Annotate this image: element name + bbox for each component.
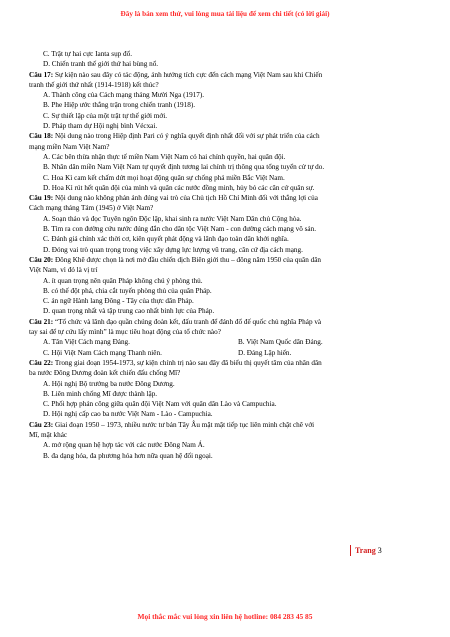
question-18-cont: mạng miền Nam Việt Nam? <box>29 142 110 151</box>
question-number: Câu 22: <box>29 358 54 367</box>
question-20 <box>29 255 419 265</box>
page-label: Trang <box>355 546 376 555</box>
preview-notice: Đây là bản xem thử, vui lòng mua tài liệu để xem chi tiết (có lời giải) <box>120 10 330 18</box>
question-20-cont: Việt Nam, vì đó là vị trí <box>29 266 98 275</box>
option-17d: D. Pháp tham dự Hội nghị bình Vécxai. <box>43 122 158 131</box>
question-number: Câu 18: <box>29 132 54 141</box>
option-20b: B. có thế đột phá, chia cắt tuyến phòng thủ của quân Pháp. <box>43 286 212 295</box>
question-19-cont: Cách mạng tháng Tám (1945) ở Việt Nam? <box>29 204 154 213</box>
question-number: Câu 21: <box>29 317 54 326</box>
option-17b: B. Phe Hiệp ước thắng trận trong chiến tranh (1918). <box>43 101 196 110</box>
option-16d: D. Chiến tranh thế giới thứ hai bùng nổ. <box>43 60 159 69</box>
question-17-cont: tranh thế giới thứ nhất (1914-1918) kết thúc? <box>29 80 159 89</box>
option-19d: D. Đóng vai trò quan trọng trong việc xây dựng lực lượng vũ trang, căn cứ địa cách mạng. <box>43 245 303 254</box>
option-21b: B. Việt Nam Quốc dân Đảng. <box>238 338 323 347</box>
question-text: “Tổ chức và lãnh đạo quần chúng đoàn kết, đấu tranh để đánh đổ đế quốc chủ nghĩa Pháp và <box>53 317 322 326</box>
option-20d: D. quan trọng nhất và tập trung cao nhất binh lực của Pháp. <box>43 307 215 316</box>
option-22b: B. Liên minh chống Mĩ được thành lập. <box>43 389 158 398</box>
options-row <box>29 337 419 347</box>
question-text: Nội dung nào trong Hiệp định Pari có ý nghĩa quyết định nhất đối với sự phát triển của cách <box>53 132 320 141</box>
option-19b: B. Tìm ra con đường cứu nước đúng đắn cho dân tộc Việt Nam - con đường cách mạng vô sản. <box>43 225 316 234</box>
option-20a: A. ít quan trọng nên quân Pháp không chú ý phòng thủ. <box>43 276 203 285</box>
question-text: Nội dung nào không phản ánh đúng vai trò của Chủ tịch Hồ Chí Minh đối với thắng lợi của <box>53 194 318 203</box>
question-number: Câu 19: <box>29 194 54 203</box>
hotline-notice: Mọi thắc mắc vui lòng xin liên hệ hotline: 084 283 45 85 <box>137 612 313 621</box>
question-22-cont: ba nước Đông Dương đoàn kết chiến đấu chống Mĩ? <box>29 369 181 378</box>
question-18 <box>29 131 419 141</box>
option-22a: A. Hội nghị Bộ trưởng ba nước Đông Dương. <box>43 379 175 388</box>
option-19c: C. Đánh giá chính xác thời cơ, kiên quyết phát động và lãnh đạo toàn dân khởi nghĩa. <box>43 235 289 244</box>
question-text: Trong giai đoạn 1954-1973, sự kiện chính trị nào sau đây đã biểu thị quyết tâm của nhân dân <box>53 358 322 367</box>
option-21c: C. Hội Việt Nam Cách mạng Thanh niên. <box>43 348 162 357</box>
question-19 <box>29 193 419 203</box>
question-21-cont: tay sai để tự cứu lấy mình” là mục tiêu hoạt động của tổ chức nào? <box>29 328 221 337</box>
question-23-cont: Mĩ, mặt khác <box>29 430 68 439</box>
question-22 <box>29 358 419 368</box>
option-16c: C. Trật tự hai cực Ianta sụp đổ. <box>43 50 133 58</box>
option-21a: A. Tân Việt Cách mạng Đảng. <box>43 338 130 347</box>
page-number-value: 3 <box>377 546 382 555</box>
option-23a: A. mở rộng quan hệ hợp tác với các nước Đông Nam Á. <box>43 441 205 450</box>
question-17 <box>29 70 419 80</box>
question-23 <box>29 420 419 430</box>
option-18b: B. Nhân dân miền Nam Việt Nam tự quyết định tương lai chính trị thông qua tổng tuyển cử tự do. <box>43 163 325 172</box>
options-row <box>29 348 419 358</box>
option-22c: C. Phối hợp phản công giữa quân đội Việt Nam với quân dân Lào và Campuchia. <box>43 400 277 409</box>
question-text: Đông Khê được chọn là nơi mở đầu chiến dịch Biên giới thu – đông năm 1950 của quân dân <box>53 255 321 264</box>
option-18c: C. Hoa Kì cam kết chấm dứt mọi hoạt động quân sự chống phá miền Bắc Việt Nam. <box>43 173 285 182</box>
option-23b: B. đa dạng hóa, đa phương hóa hơn nữa quan hệ đối ngoại. <box>43 451 213 460</box>
question-number: Câu 17: <box>29 70 54 79</box>
question-number: Câu 23: <box>29 420 54 429</box>
document-body <box>29 49 419 461</box>
option-21d: D. Đảng Lập hiến. <box>238 348 292 357</box>
question-text: Sự kiện nào sau đây có tác động, ảnh hưởng tích cực đến cách mạng Việt Nam sau khi Chiến <box>53 70 323 79</box>
option-18a: A. Các bên thừa nhận thực tế miền Nam Việt Nam có hai chính quyền, hai quân đội. <box>43 152 286 161</box>
option-19a: A. Soạn thảo và đọc Tuyên ngôn Độc lập, khai sinh ra nước Việt Nam Dân chủ Cộng hòa. <box>43 214 302 223</box>
question-21 <box>29 317 419 327</box>
option-17c: C. Sự thiết lập của một trật tự thế giới mới. <box>43 111 167 120</box>
option-17a: A. Thành công của Cách mạng tháng Mười Nga (1917). <box>43 91 205 100</box>
question-text: Giai đoạn 1950 – 1973, nhiều nước tư bản Tây Âu mặt mặt tiếp tục liên minh chặt chẽ với <box>53 420 315 429</box>
option-22d: D. Hội nghị cấp cao ba nước Việt Nam - Lào - Campuchia. <box>43 410 213 419</box>
page-number <box>350 545 382 556</box>
option-18d: D. Hoa Kì rút hết quân đội của mình và quân các nước đồng minh, hủy bỏ các căn cứ quân sự. <box>43 183 315 192</box>
question-number: Câu 20: <box>29 255 54 264</box>
option-20c: C. án ngữ Hành lang Đông - Tây của thực dân Pháp. <box>43 297 194 306</box>
